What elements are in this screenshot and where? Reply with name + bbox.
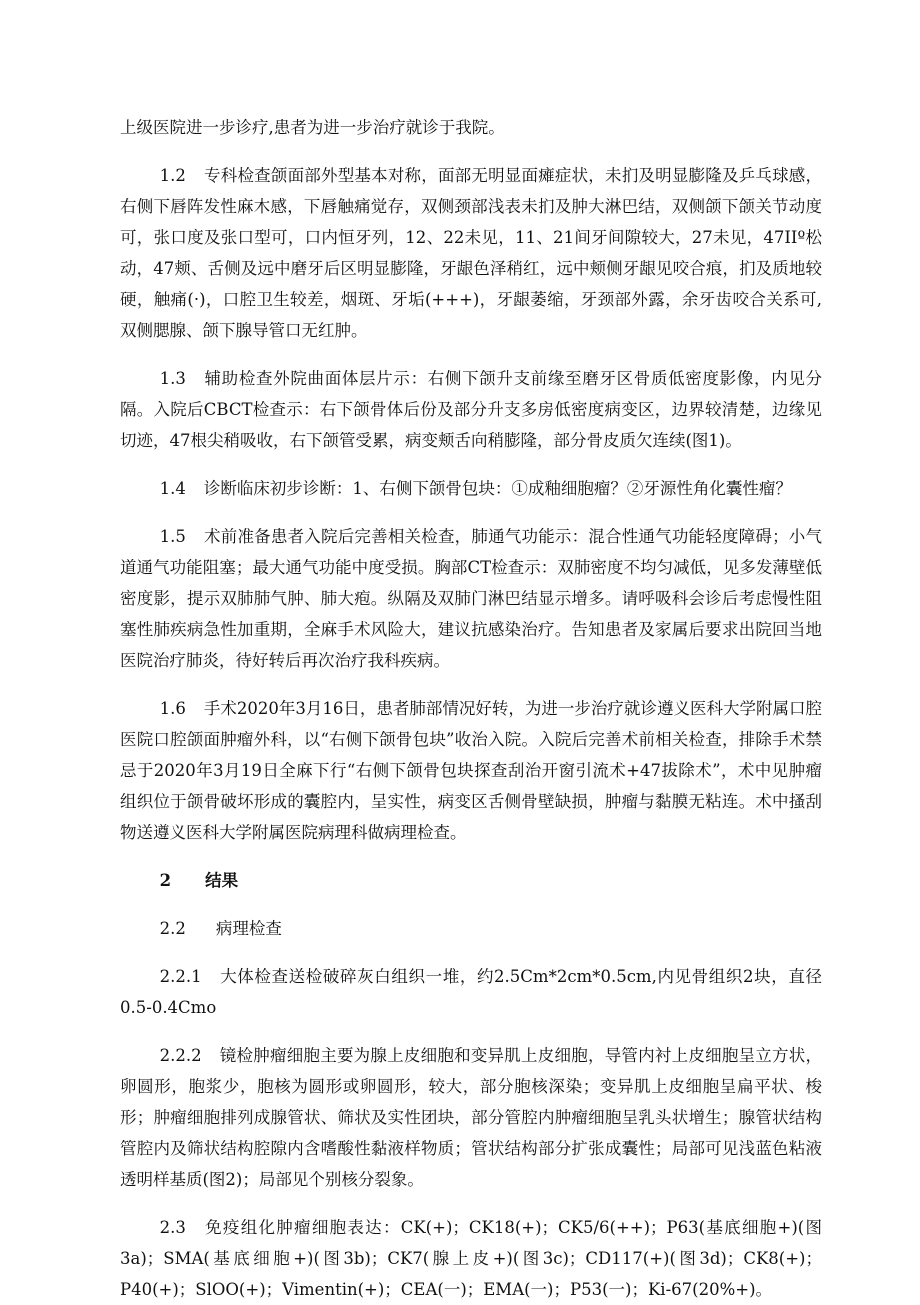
section-number: 2.2.2 xyxy=(159,1046,202,1065)
section-text: 术前准备患者入院后完善相关检查，肺通气功能示：混合性通气功能轻度障碍；小气道通气功能阻塞；最大通气功能中度受损。胸部CT检查示：双肺密度不均匀减低，见多发薄壁低密度影，提示双肺肺气肿、肺大疱。纵隔及双肺门淋巴结显示增多。请呼吸科会诊后考虑慢性阻塞性肺疾病急性加重期，全麻手术风险大，建议抗感染治疗。告知患者及家属后要求出院回当地医院治疗肺炎，待好转后再次治疗我科疾病。 xyxy=(120,527,822,670)
section-1-2 xyxy=(120,160,822,346)
heading-text: 结果 xyxy=(205,871,239,890)
section-2-2-2 xyxy=(120,1040,822,1195)
section-1-4 xyxy=(120,473,822,504)
section-text: 镜检肿瘤细胞主要为腺上皮细胞和变异肌上皮细胞，导管内衬上皮细胞呈立方状，卵圆形，胞浆少，胞核为圆形或卵圆形，较大，部分胞核深染；变异肌上皮细胞呈扁平状、梭形；肿瘤细胞排列成腺管状、筛状及实性团块，部分管腔内肿瘤细胞呈乳头状增生；腺管状结构管腔内及筛状结构腔隙内含嗜酸性黏液样物质；管状结构部分扩张成囊性；局部可见浅蓝色粘液透明样基质(图2)；局部见个别核分裂象。 xyxy=(120,1046,822,1189)
section-number: 2.2.1 xyxy=(159,967,202,986)
section-text: 辅助检查外院曲面体层片示：右侧下颌升支前缘至磨牙区骨质低密度影像，内见分隔。入院后CBCT检查示：右下颌骨体后份及部分升支多房低密度病变区，边界较清楚，边缘见切迹，47根尖稍吸收，右下颌管受累，病变颊舌向稍膨隆，部分骨皮质欠连续(图1)。 xyxy=(120,369,822,450)
section-number: 1.5 xyxy=(159,527,186,546)
section-number: 1.6 xyxy=(159,699,186,718)
section-1-6 xyxy=(120,693,822,848)
section-text: 诊断临床初步诊断：1、右侧下颌骨包块：①成釉细胞瘤？②牙源性角化囊性瘤？ xyxy=(203,479,792,498)
section-number: 1.3 xyxy=(159,369,186,388)
paragraph-text: 上级医院进一步诊疗,患者为进一步治疗就诊于我院。 xyxy=(120,118,505,137)
section-text: 手术2020年3月16日，患者肺部情况好转，为进一步治疗就诊遵义医科大学附属口腔医院口腔颌面肿瘤外科，以“右侧下颌骨包块”收治入院。入院后完善术前相关检查，排除手术禁忌于2020年3月19日全麻下行“右侧下颌骨包块探查刮治开窗引流术+47拔除术”，术中见肿瘤组织位于颌骨破坏形成的囊腔内，呈实性，病变区舌侧骨壁缺损，肿瘤与黏膜无粘连。术中搔刮物送遵义医科大学附属医院病理科做病理检查。 xyxy=(120,699,822,842)
section-2-3 xyxy=(120,1212,822,1305)
section-text: 大体检查送检破碎灰白组织一堆，约2.5Cm*2cm*0.5cm,内见骨组织2块，直径0.5-0.4Cmo xyxy=(120,967,822,1017)
section-text: 病理检查 xyxy=(215,919,282,938)
section-number: 1.4 xyxy=(159,479,186,498)
section-1-3 xyxy=(120,363,822,456)
section-number: 2.3 xyxy=(159,1218,186,1237)
section-number: 2.2 xyxy=(159,919,186,938)
paragraph-continuation xyxy=(120,112,822,143)
section-text: 免疫组化肿瘤细胞表达：CK(+)；CK18(+)；CK5/6(++)；P63(基底细胞+)(图3a)；SMA(基底细胞+)(图3b)；CK7(腺上皮+)(图3c)；CD117(+)(图3d)；CK8(+)；P40(+)；SlOO(+)；Vimentin(+)；CEA(一)；EMA(一)；P53(一)；Ki-67(20%+)。 xyxy=(120,1218,822,1299)
section-heading-results xyxy=(120,865,822,896)
heading-number: 2 xyxy=(159,871,172,890)
section-2-2 xyxy=(120,913,822,944)
section-1-5 xyxy=(120,521,822,676)
section-number: 1.2 xyxy=(159,166,186,185)
section-2-2-1 xyxy=(120,961,822,1023)
section-text: 专科检查颌面部外型基本对称，面部无明显面瘫症状，未扪及明显膨隆及乒乓球感，右侧下唇阵发性麻木感，下唇触痛觉存，双侧颈部浅表未扪及肿大淋巴结，双侧颌下颌关节动度可，张口度及张口型可，口内恒牙列，12、22未见，11、21间牙间隙较大，27未见，47IIº松动，47颊、舌侧及远中磨牙后区明显膨隆，牙龈色泽稍红，远中颊侧牙龈见咬合痕，扪及质地较硬，触痛(·)，口腔卫生较差，烟斑、牙垢(+++)，牙龈萎缩，牙颈部外露，余牙齿咬合关系可,双侧腮腺、颌下腺导管口无红肿。 xyxy=(120,166,822,340)
